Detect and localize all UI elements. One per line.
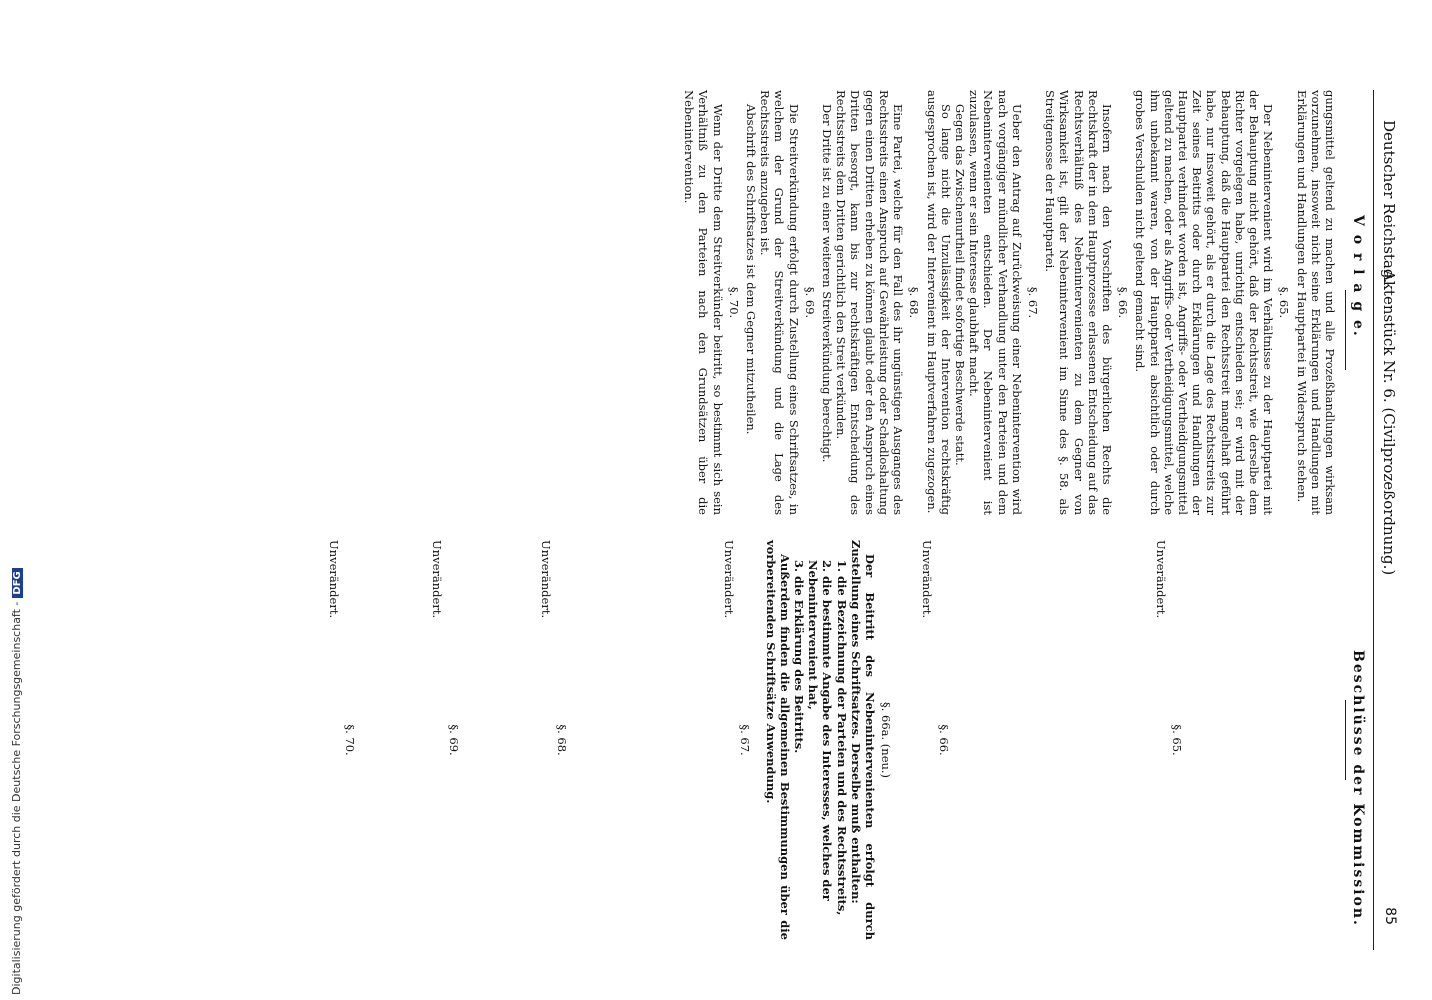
left-s67-text3: So lange nicht die Unzulässigkeit der Intervention rechtskräftig ausgesprochen ist, wird der Intervenient im Hauptverfahren zugezogen.	[924, 90, 953, 515]
right-column-title: Beschlüsse der Kommission.	[1350, 650, 1366, 927]
left-s67-text: Ueber den Antrag auf Zurückweisung einer Nebenintervention wird nach vorgängiger mündlicher Verhandlung unter den Parteien und dem Nebenintervenienten entschieden. Der Nebenintervenient ist zuzulassen, wenn er sein Interesse glaubhaft macht.	[967, 90, 1024, 515]
page-header	[1380, 120, 1398, 925]
left-s67-text2: Gegen das Zwischenurtheil findet sofortige Beschwerde statt.	[952, 104, 967, 466]
right-s66a-text: Der Beitritt des Nebenintervenienten erfolgt durch Zustellung eines Schriftsatzes. Derselbe muß enthalten:	[848, 540, 877, 940]
footer-text: Digitalisierung gefördert durch die Deutsche Forschungsgemeinschaft -	[10, 601, 23, 995]
right-s69-title: §. 69.	[446, 724, 461, 756]
left-column	[682, 90, 1337, 515]
left-s68-title: §. 68.	[907, 286, 922, 319]
left-s70-title: §. 70.	[726, 286, 741, 319]
right-s69-text: Unverändert.	[430, 540, 445, 619]
left-column-title: V o r l a g e.	[1350, 215, 1366, 338]
dfg-logo: DFG	[12, 568, 23, 597]
right-s66-text: Unverändert.	[920, 540, 935, 619]
left-s70-text: Wenn der Dritte dem Streitverkünder beitritt, so bestimmt sich sein Verhältniß zu den Parteien nach den Grundsätzen über die Nebenintervention.	[682, 90, 725, 515]
left-s66-title: §. 66.	[1116, 286, 1131, 319]
digitization-footer	[10, 568, 23, 995]
right-s68-title: §. 68.	[554, 724, 569, 756]
left-title-rule	[1345, 290, 1346, 370]
right-s66a-list	[792, 540, 849, 940]
right-s66a-item-3: 3. die Erklärung des Beitritts.	[791, 560, 806, 754]
header-left: Deutscher Reichstag.	[1380, 120, 1398, 284]
right-s67-title: §. 67.	[738, 724, 753, 756]
left-s67-title: §. 67.	[1025, 286, 1040, 319]
header-center: Aktenstück Nr. 6. (Civilprozeßordnung.)	[1380, 270, 1398, 576]
right-s68-text: Unverändert.	[538, 540, 553, 619]
right-s65-title: §. 65.	[1170, 724, 1184, 756]
right-s66a-text2: Außerdem finden die allgemeinen Bestimmungen über die vorbereitenden Schriftsätze Anwendung.	[763, 540, 792, 940]
right-s67-text: Unverändert.	[722, 540, 737, 619]
page-number: 85	[1382, 907, 1398, 925]
left-intro: gungsmittel geltend zu machen und alle Prozeßhandlungen wirksam vorzunehmen, insoweit nicht seine Erklärungen und Handlungen mit Erklärungen und Handlungen der Hauptpartei in Widerspruch stehen.	[1294, 90, 1337, 515]
left-s69-text2: Abschrift des Schriftsatzes ist dem Gegner mitzutheilen.	[744, 104, 759, 435]
left-s66-text: Insofern nach den Vorschriften des bürgerlichen Rechts die Rechtskraft der in dem Hauptprozesse erlassenen Entscheidung auf das Rechtsverhältniß des Nebenintervenienten zu dem Gegner von Wirksamkeit ist, gilt der Nebenintervenient im Sinne des §. 58. als Streitgenosse der Hauptpartei.	[1043, 90, 1114, 515]
right-s66-title: §. 66.	[936, 724, 951, 756]
right-s70-title: §. 70.	[343, 724, 358, 756]
left-s68-text: Eine Partei, welche für den Fall des ihr ungünstigen Ausganges des Rechtsstreits einen Anspruch auf Gewährleistung oder Schadloshaltung gegen einen Dritten erheben zu können glaubt oder den Anspruch eines Dritten besorgt, kann bis zur rechtskräftigen Entscheidung des Rechtsstreits dem Dritten gerichtlich den Streit verkünden.	[834, 90, 906, 515]
left-s65-text: Der Nebenintervenient wird im Verhältnisse zu der Hauptpartei mit der Behauptung nicht gehört, daß der Rechtsstreit, wie derselbe dem Richter vorgelegen habe, unrichtig entschieden sei; er wird mit der Behauptung, daß die Hauptpartei den Rechtsstreit mangelhaft geführt habe, nur insoweit gehört, als er durch die Lage des Rechtsstreits zur Zeit seines Beitritts oder durch Erklärungen und Handlungen der Hauptpartei verhindert worden ist, Angriffs- oder Vertheidigungsmittel geltend zu machen, oder als Angriffs- oder Vertheidigungsmittel, welche ihm unbekannt waren, von der Hauptpartei absichtlich oder durch grobes Verschulden nicht geltend gemacht sind.	[1133, 90, 1276, 515]
right-title-rule	[1345, 700, 1346, 780]
right-s66a-item-1: 1. die Bezeichnung der Parteien und des Rechtsstreits,	[834, 560, 849, 916]
right-s65-text: Unverändert.	[1153, 540, 1168, 619]
right-s66a-item-2: 2. die bestimmte Angabe des Interesses, welches der Nebenintervenient hat,	[806, 560, 835, 901]
left-s68-text2: Der Dritte ist zu einer weiteren Streitverkündung berechtigt.	[820, 104, 835, 463]
header-rule	[1373, 90, 1374, 950]
right-column	[327, 540, 1337, 940]
left-s69-title: §. 69.	[802, 286, 817, 319]
right-s66a-title: §. 66a. (neu.)	[879, 701, 894, 779]
left-s65-title: §. 65.	[1277, 286, 1292, 319]
left-s69-text: Die Streitverkündung erfolgt durch Zustellung eines Schriftsatzes, in welchem der Grund der Streitverkündung und die Lage des Rechtsstreits anzugeben ist.	[758, 90, 801, 515]
right-s70-text: Unverändert.	[326, 540, 341, 619]
